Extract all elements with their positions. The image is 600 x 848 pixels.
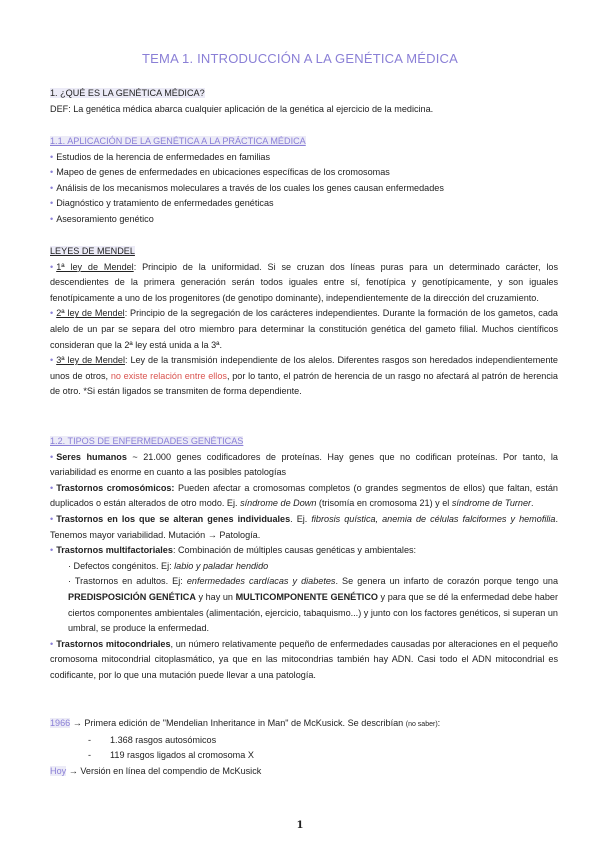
list-item: • Asesoramiento genético xyxy=(50,213,154,224)
section-1-1 xyxy=(50,134,558,228)
list-item: • Mapeo de genes de enfermedades en ubicaciones específicas de los cromosomas xyxy=(50,167,390,178)
list-item: • Trastornos en los que se alteran genes individuales. Ej. fibrosis quística, anemia de células falciformes y hemofilia. Tenemos mayor variabilidad. Mutación → Patología. xyxy=(50,513,558,540)
history-subitem: - 1.368 rasgos autosómicos xyxy=(88,734,217,745)
list-item: • Trastornos mitocondriales, un número relativamente pequeño de enfermedades causadas por alteraciones en el pequeño cromosoma mitocondrial citoplasmático, ya que en las mitocondrias también hay ADN. Casi todo el ADN mitocondrial es codificante, por lo que una mutación puede llevar a una patología. xyxy=(50,638,558,680)
mendel-law-1: • 1ª ley de Mendel: Principio de la uniformidad. Si se cruzan dos líneas puras para un determinado carácter, los descendientes de la primera generación serán todos iguales entre sí, fenotípica y genotípicamente, y son iguales fenotípicamente a uno de los progenitores (de genotipo dominante), independientemente de la dirección del cruzamiento. xyxy=(50,261,558,303)
document-title: TEMA 1. INTRODUCCIÓN A LA GENÉTICA MÉDICA xyxy=(142,51,458,66)
section-1-heading: 1. ¿QUÉ ES LA GENÉTICA MÉDICA? xyxy=(50,88,205,98)
page-number: 1 xyxy=(296,820,304,831)
mendel-law-3: • 3ª ley de Mendel: Ley de la transmisión independiente de los alelos. Diferentes rasgos son heredados independientemente unos de otros, no existe relación entre ellos, por lo tanto, el patrón de herencia de un rasgo no afectará al patrón de herencia de otro. *Si están ligados se transmiten de forma dependiente. xyxy=(50,355,558,397)
mendel-section xyxy=(50,244,558,400)
list-item: • Trastornos multifactoriales: Combinación de múltiples causas genéticas y ambientales: xyxy=(50,545,417,556)
mendel-heading: LEYES DE MENDEL xyxy=(50,246,135,256)
list-item: • Análisis de los mecanismos moleculares a través de los cuales los genes causan enfermedades xyxy=(50,182,444,193)
list-item: • Estudios de la herencia de enfermedades en familias xyxy=(50,151,271,162)
section-1-2 xyxy=(50,434,558,684)
list-item: • Trastornos cromosómicos: Pueden afectar a cromosomas completos (o grandes segmentos de ellos) que faltan, están duplicados o están alterados de otro modo. Ej. síndrome de Down (trisomía en cromosoma 21) y el síndrome de Turner. xyxy=(50,482,558,509)
mendel-law-2: • 2ª ley de Mendel: Principio de la segregación de los carácteres independientes. Durante la formación de los gametos, cada alelo de un par se separa del otro miembro para determinar la constitución genética del gameto filial. Muchos científicos consideran que la 2ª ley está unida a la 3ª. xyxy=(50,308,558,350)
history-hoy: Hoy → Versión en línea del compendio de McKusick xyxy=(50,765,262,776)
list-item: • Seres humanos ~ 21.000 genes codificadores de proteínas. Hay genes que no codifican proteínas. Por tanto, la variabilidad es enorme en cuanto a las posibles patologías xyxy=(50,451,558,478)
list-subitem: · Trastornos en adultos. Ej: enfermedades cardíacas y diabetes. Se genera un infarto de corazón porque tengo una PREDISPOSICIÓN GENÉTICA y hay un MULTICOMPONENTE GENÉTICO y para que se dé la enfermedad debe haber ciertos componentes ambientales (alimentación, ejercicio, tabaquismo...) y junto con los factores genéticos, si superan un umbral, se produce la enfermedad. xyxy=(68,576,559,634)
section-1-2-heading: 1.2. TIPOS DE ENFERMEDADES GENÉTICAS xyxy=(50,436,244,446)
definition: DEF: La genética médica abarca cualquier aplicación de la genética al ejercicio de la medicina. xyxy=(50,103,434,114)
section-1 xyxy=(50,86,558,117)
section-1-1-heading: 1.1. APLICACIÓN DE LA GENÉTICA A LA PRÁCTICA MÉDICA xyxy=(50,136,306,146)
history-section xyxy=(50,716,558,779)
list-subitem: · Defectos congénitos. Ej: labio y paladar hendido xyxy=(68,560,269,571)
history-subitem: - 119 rasgos ligados al cromosoma X xyxy=(88,750,254,761)
list-item: • Diagnóstico y tratamiento de enfermedades genéticas xyxy=(50,198,274,209)
history-1966: 1966 → Primera edición de "Mendelian Inheritance in Man" de McKusick. Se describían (no saber): xyxy=(50,718,441,728)
